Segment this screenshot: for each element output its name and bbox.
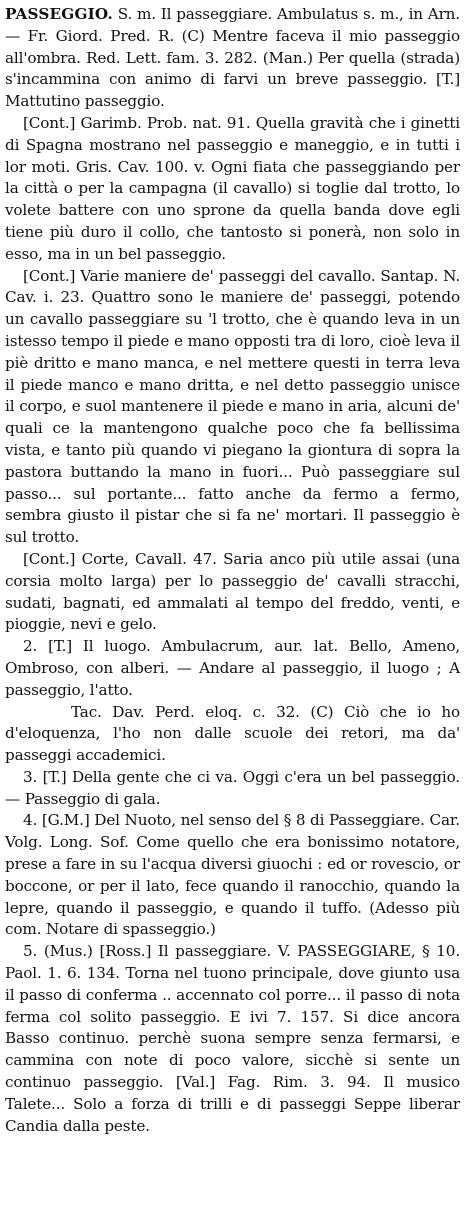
sense-5-music: 5. (Mus.) [Ross.] Il passeggiare. V. PASSEGGIARE, § 10. Paol. 1. 6. 134. Torna nel tuono principale, dove giunto usa il passo di conferma .. accennato col porre... il passo di nota ferma col solito passeggio. E ivi 7. 157. Si dice ancora Basso continuo. perchè suona sempre senza fermarsi, e cammina con note di poco valore, sicchè si sente un continuo passeggio. [Val.] Fag. Rim. 3. 94. Il musico Talete... Solo a forza di trilli e di passeggi Seppe liberar Candia dalla peste. [5,942,460,1135]
entry-text: S. m. Il passeggiare. Ambulatus s. m., in Arn. — Fr. Giord. Pred. R. (C) Mentre faceva il mio passeggio all'ombra. Red. Lett. fam. 3. 282. (Man.) Per quella (strada) s'incammina con animo di farvi un breve passeggio. [T.] Mattutino passeggio. [5,5,460,111]
sense-4: 4. [G.M.] Del Nuoto, nel senso del § 8 di Passeggiare. Car. Volg. Long. Sof. Come quello che era bonissimo notatore, prese a fare in su l'acqua diversi giuochi : ed or rovescio, or boccone, or per il lato, fece quando il ranocchio, quando la lepre, quando il passeggio, e quando il tuffo. (Adesso più com. Notare di spasseggio.) [5,811,460,939]
sense-2: 2. [T.] Il luogo. Ambulacrum, aur. lat. Bello, Ameno, Ombroso, con alberi. — Andare al passeggio, il luogo ; A passeggio, l'atto. [5,637,460,699]
sense-3: 3. [T.] Della gente che ci va. Oggi c'era un bel passeggio. — Passeggio di gala. [5,767,460,808]
entry-paragraph-4: [Cont.] Corte, Cavall. 47. Saria anco più utile assai (una corsia molto larga) per lo passeggio de' cavalli stracchi, sudati, bagnati, ed ammalati al tempo del freddo, venti, e pioggie, nevi e gelo. [5,549,460,634]
sense-2-citation: Tac. Dav. Perd. eloq. c. 32. (C) Ciò che io ho d'eloquenza, l'ho non dalle scuole dei retori, ma da' passeggi accademici. [5,702,460,765]
headword: PASSEGGIO. [5,5,113,23]
entry-paragraph-3: [Cont.] Varie maniere de' passeggi del cavallo. Santap. N. Cav. i. 23. Quattro sono le maniere de' passeggi, potendo un cavallo passeggiare su 'l trotto, che è quando leva in un istesso tempo il piede e mano opposti tra di loro, cioè leva il piè dritto e mano manca, e nel mettere questi in terra leva il piede manco e mano dritta, e nel detto passeggio unisce il corpo, e suol mantenere il piede e mano in aria, alcuni de' quali ce la mantengono qualche poco che fa bellissima vista, e tanto più quando vi piegano la giontura di sopra la pastora buttando la mano in fuori... Può passeggiare sul passo... sul portante... fatto anche da fermo a fermo, sembra giusto il pistar che si fa ne' mortari. Il passeggio è sul trotto. [5,266,460,547]
entry-paragraph-2: [Cont.] Garimb. Prob. nat. 91. Quella gravità che i ginetti di Spagna mostrano nel passeggio e maneggio, e in tutti i lor moti. Gris. Cav. 100. v. Ogni fiata che passeggiando per la città o per la campagna (il cavallo) si toglie dal trotto, lo volete battere con uno sprone da quella banda dove egli tiene più duro il collo, che tantosto si ponerà, non solo in esso, ma in un bel passeggio. [5,113,460,263]
entry-paragraph-intro [5,4,460,113]
